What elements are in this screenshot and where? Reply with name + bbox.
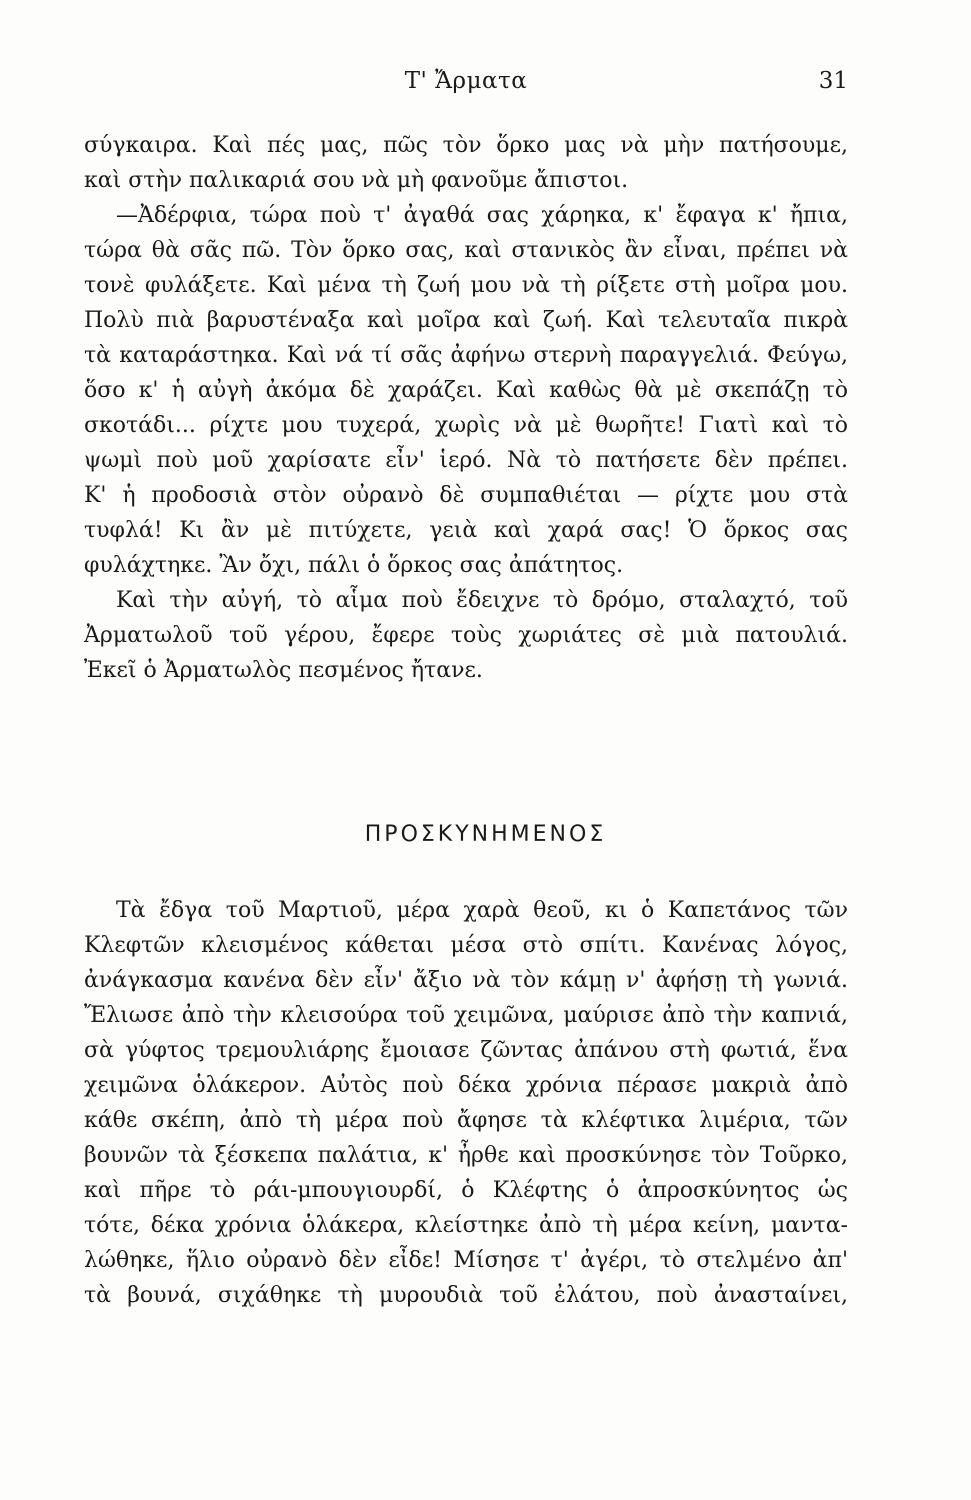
text-line: φυλάχτηκε. Ἂν ὄχι, πάλι ὁ ὅρκος σας ἀπάτητος. (84, 553, 624, 578)
text-line: σὰ γύφτος τρεμουλιάρης ἔμοιασε ζῶντας ἀπάνου στὴ φωτιά, ἕνα (84, 1038, 848, 1063)
text-line: καὶ πῆρε τὸ ράι-μπουγιουρδί, ὁ Κλέφτης ὁ ἀπροσκύνητος ὡς (84, 1178, 848, 1203)
text-line: ψωμὶ ποὺ μοῦ χαρίσατε εἶν' ἱερό. Νὰ τὸ πατήσετε δὲν πρέπει. (84, 448, 848, 473)
text-line: Ἔλιωσε ἀπὸ τὴν κλεισούρα τοῦ χειμῶνα, μαύρισε ἀπὸ τὴν καπνιά, (84, 1003, 848, 1028)
running-title: Τ' Ἄρματα (404, 68, 528, 94)
text-line: τονὲ φυλάξετε. Καὶ μένα τὴ ζωή μου νὰ τὴ ρίξετε στὴ μοῖρα μου. (84, 273, 848, 298)
text-block-upper (84, 128, 848, 688)
text-line: Τὰ ἔδγα τοῦ Μαρτιοῦ, μέρα χαρὰ θεοῦ, κι ὁ Καπετάνος τῶν (116, 898, 848, 923)
text-line: Κ' ἡ προδοσιὰ στὸν οὐρανὸ δὲ συμπαθιέται — ρίχτε μου στὰ (84, 483, 848, 508)
text-line: ἀνάγκασμα κανένα δὲν εἶν' ἄξιο νὰ τὸν κάμῃ ν' ἀφήσῃ τὴ γωνιά. (84, 968, 848, 993)
text-block-lower (84, 893, 848, 1313)
text-line: —Ἀδέρφια, τώρα ποὺ τ' ἀγαθά σας χάρηκα, κ' ἔφαγα κ' ἤπια, (116, 203, 848, 228)
text-line: τὰ βουνά, σιχάθηκε τὴ μυρουδιὰ τοῦ ἐλάτου, ποὺ ἀνασταίνει, (84, 1283, 848, 1308)
text-line: χειμῶνα ὁλάκερον. Αὐτὸς ποὺ δέκα χρόνια πέρασε μακριὰ ἀπὸ (84, 1073, 848, 1098)
text-line: λώθηκε, ἥλιο οὐρανὸ δὲν εἶδε! Μίσησε τ' ἀγέρι, τὸ στελμένο ἀπ' (84, 1248, 848, 1273)
text-line: σύγκαιρα. Καὶ πές μας, πῶς τὸν ὅρκο μας νὰ μὴν πατήσουμε, (84, 133, 848, 158)
text-line: Πολὺ πιὰ βαρυστέναξα καὶ μοῖρα καὶ ζωή. Καὶ τελευταῖα πικρὰ (84, 308, 848, 333)
running-head (84, 68, 848, 98)
text-line: σκοτάδι... ρίχτε μου τυχερά, χωρὶς νὰ μὲ θωρῆτε! Γιατὶ καὶ τὸ (84, 413, 848, 438)
text-line: ὅσο κ' ἡ αὐγὴ ἀκόμα δὲ χαράζει. Καὶ καθὼς θὰ μὲ σκεπάζῃ τὸ (84, 378, 848, 403)
text-line: Ἐκεῖ ὁ Ἀρματωλὸς πεσμένος ἤτανε. (84, 658, 483, 683)
text-line: βουνῶν τὰ ξέσκεπα παλάτια, κ' ἦρθε καὶ προσκύνησε τὸν Τοῦρκο, (84, 1143, 848, 1168)
text-line: καὶ στὴν παλικαριά σου νὰ μὴ φανοῦμε ἄπιστοι. (84, 168, 629, 193)
text-line: Καὶ τὴν αὐγή, τὸ αἷμα ποὺ ἔδειχνε τὸ δρόμο, σταλαχτό, τοῦ (116, 588, 848, 613)
text-line: τώρα θὰ σᾶς πῶ. Τὸν ὅρκο σας, καὶ στανικὸς ἂν εἶναι, πρέπει νὰ (84, 238, 848, 263)
text-line: τὰ καταράστηκα. Καὶ νά τί σᾶς ἀφήνω στερνὴ παραγγελιά. Φεύγω, (84, 343, 848, 368)
text-line: κάθε σκέπη, ἀπὸ τὴ μέρα ποὺ ἄφησε τὰ κλέφτικα λιμέρια, τῶν (84, 1108, 848, 1133)
text-line: τυφλά! Κι ἂν μὲ πιτύχετε, γειὰ καὶ χαρά σας! Ὁ ὅρκος σας (84, 518, 848, 543)
text-line: Κλεφτῶν κλεισμένος κάθεται μέσα στὸ σπίτι. Κανένας λόγος, (84, 933, 848, 958)
page-number: 31 (818, 68, 848, 94)
section-heading: ΠΡΟΣΚΥΝΗΜΕΝΟΣ (364, 822, 607, 847)
text-line: Ἀρματωλοῦ τοῦ γέρου, ἔφερε τοὺς χωριάτες σὲ μιὰ πατουλιά. (84, 623, 848, 648)
text-line: τότε, δέκα χρόνια ὁλάκερα, κλείστηκε ἀπὸ τὴ μέρα κείνη, μαντα- (84, 1213, 848, 1238)
